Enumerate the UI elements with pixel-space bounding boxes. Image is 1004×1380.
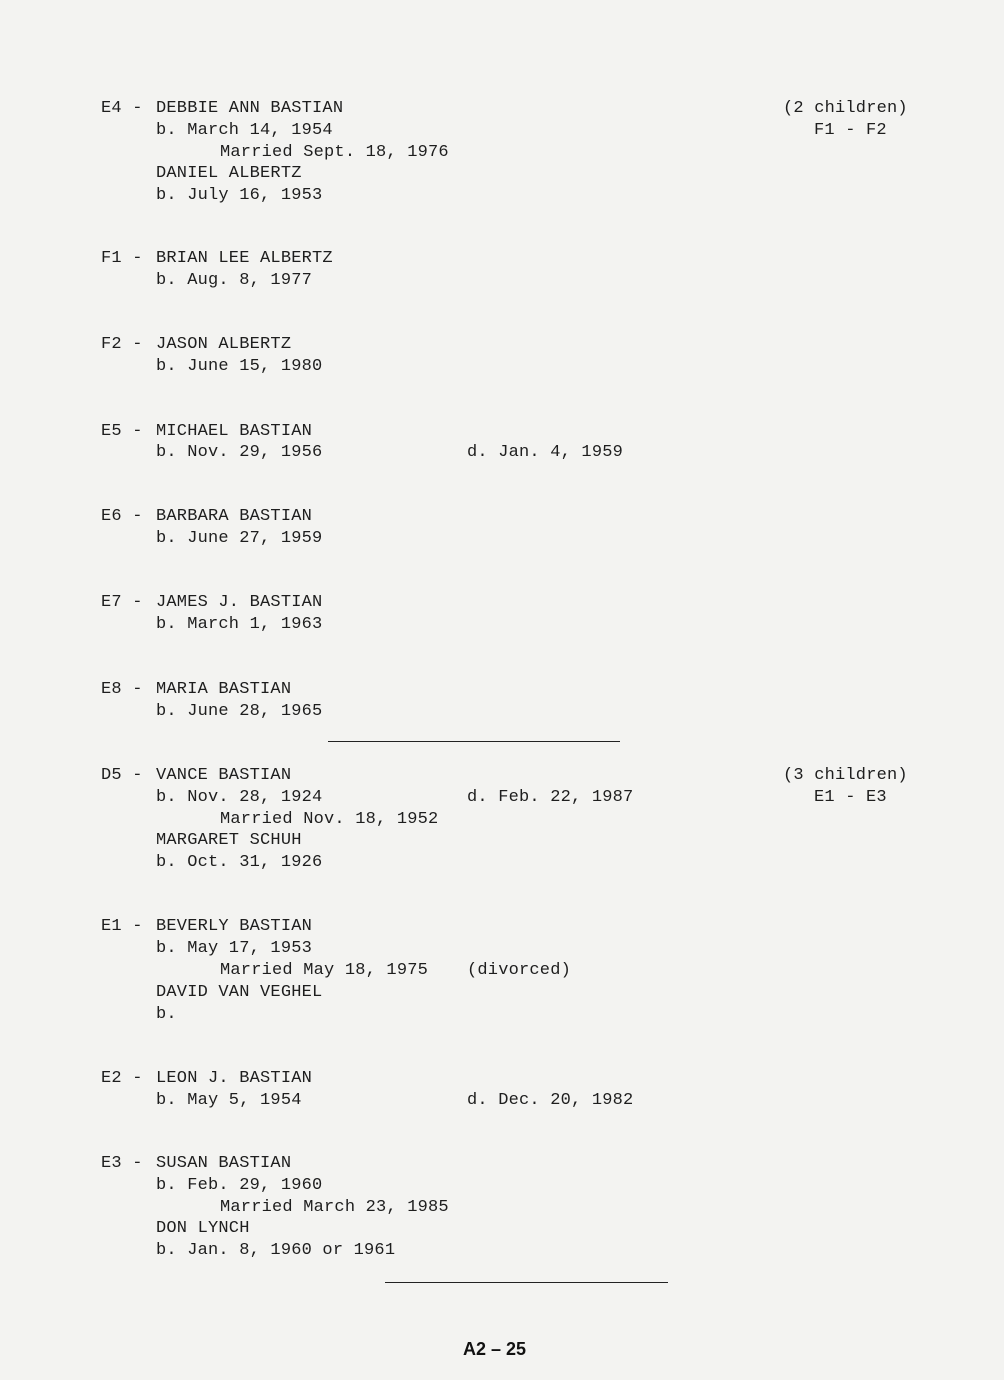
entry-birth: b. May 5, 1954 xyxy=(156,1091,302,1110)
spouse-name: MARGARET SCHUH xyxy=(156,831,302,850)
entry-name: LEON J. BASTIAN xyxy=(156,1069,313,1088)
entry-married: Married March 23, 1985 xyxy=(220,1198,449,1217)
entry-death: d. Jan. 4, 1959 xyxy=(467,443,624,462)
entry-name: MARIA BASTIAN xyxy=(156,680,292,699)
entry-code: E5 - xyxy=(101,422,143,441)
entry-note: (divorced) xyxy=(467,961,572,980)
entry-birth: b. Feb. 29, 1960 xyxy=(156,1176,323,1195)
entry-code: D5 - xyxy=(101,766,143,785)
entry-married: Married Sept. 18, 1976 xyxy=(220,143,449,162)
children-range: F1 - F2 xyxy=(814,121,887,140)
section-divider xyxy=(385,1282,668,1283)
page-number: A2 – 25 xyxy=(463,1339,527,1359)
spouse-birth: b. xyxy=(156,1005,177,1024)
entry-name: JASON ALBERTZ xyxy=(156,335,292,354)
entry-code: E2 - xyxy=(101,1069,143,1088)
entry-name: MICHAEL BASTIAN xyxy=(156,422,313,441)
entry-name: BRIAN LEE ALBERTZ xyxy=(156,249,333,268)
entry-code: E8 - xyxy=(101,680,143,699)
spouse-birth: b. Oct. 31, 1926 xyxy=(156,853,323,872)
entry-name: VANCE BASTIAN xyxy=(156,766,292,785)
entry-name: JAMES J. BASTIAN xyxy=(156,593,323,612)
entry-birth: b. Nov. 29, 1956 xyxy=(156,443,323,462)
entry-name: SUSAN BASTIAN xyxy=(156,1154,292,1173)
children-range: E1 - E3 xyxy=(814,788,887,807)
spouse-name: DON LYNCH xyxy=(156,1219,250,1238)
spouse-name: DAVID VAN VEGHEL xyxy=(156,983,323,1002)
section-divider xyxy=(328,741,620,742)
entry-married: Married May 18, 1975 xyxy=(220,961,429,980)
children-count: (2 children) xyxy=(783,99,908,118)
spouse-birth: b. July 16, 1953 xyxy=(156,186,323,205)
entry-birth: b. June 28, 1965 xyxy=(156,702,323,721)
entry-birth: b. June 15, 1980 xyxy=(156,357,323,376)
entry-married: Married Nov. 18, 1952 xyxy=(220,810,439,829)
entry-death: d. Feb. 22, 1987 xyxy=(467,788,634,807)
children-count: (3 children) xyxy=(783,766,908,785)
spouse-birth: b. Jan. 8, 1960 or 1961 xyxy=(156,1241,396,1260)
entry-death: d. Dec. 20, 1982 xyxy=(467,1091,634,1110)
entry-name: BEVERLY BASTIAN xyxy=(156,917,313,936)
entry-code: F1 - xyxy=(101,249,143,268)
entry-name: BARBARA BASTIAN xyxy=(156,507,313,526)
spouse-name: DANIEL ALBERTZ xyxy=(156,164,302,183)
entry-birth: b. May 17, 1953 xyxy=(156,939,313,958)
entry-birth: b. March 1, 1963 xyxy=(156,615,323,634)
entry-birth: b. Nov. 28, 1924 xyxy=(156,788,323,807)
entry-code: E1 - xyxy=(101,917,143,936)
entry-birth: b. March 14, 1954 xyxy=(156,121,333,140)
entry-code: E3 - xyxy=(101,1154,143,1173)
entry-code: E4 - xyxy=(101,99,143,118)
entry-birth: b. June 27, 1959 xyxy=(156,529,323,548)
entry-birth: b. Aug. 8, 1977 xyxy=(156,271,313,290)
entry-name: DEBBIE ANN BASTIAN xyxy=(156,99,344,118)
entry-code: E6 - xyxy=(101,507,143,526)
entry-code: E7 - xyxy=(101,593,143,612)
entry-code: F2 - xyxy=(101,335,143,354)
